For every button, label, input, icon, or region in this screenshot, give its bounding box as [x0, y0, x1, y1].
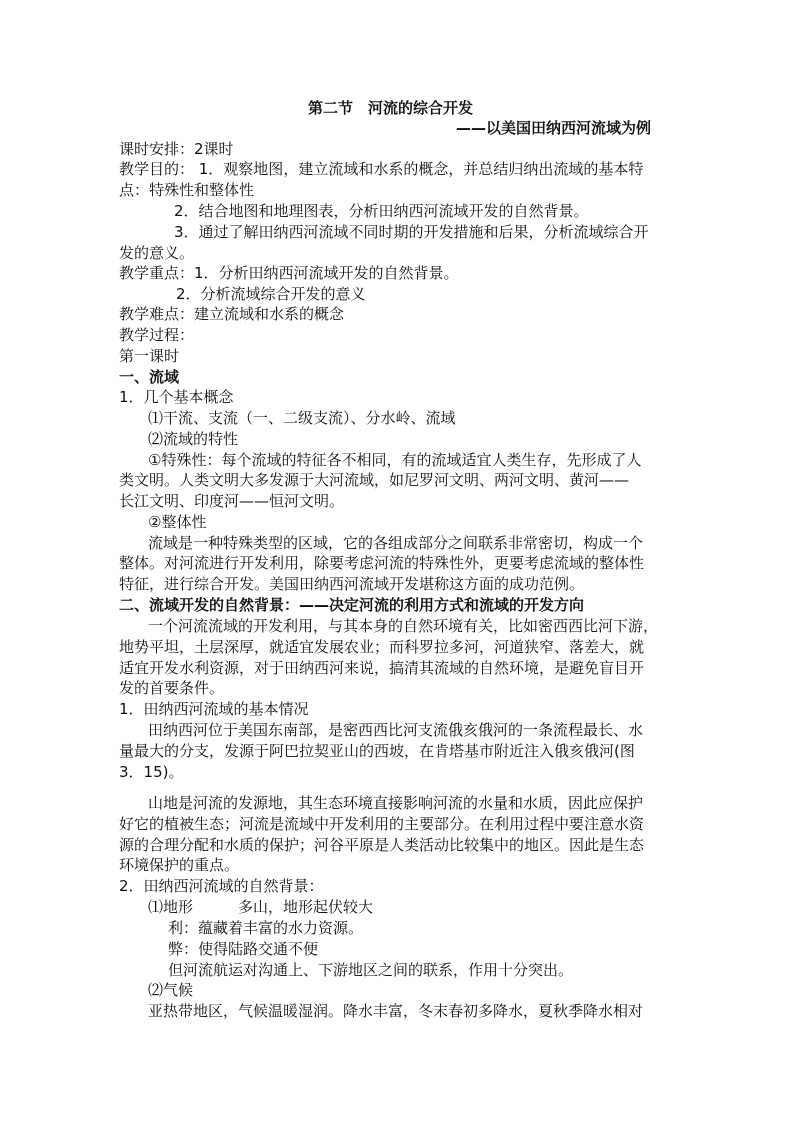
text-line: 地势平坦，土层深厚，就适宜发展农业；而科罗拉多河，河道狭窄、落差大，就	[119, 638, 645, 656]
text-line: 教学重点：1．分析田纳西河流域开发的自然背景。	[119, 264, 459, 282]
text-line: 利：蕴藏着丰富的水力资源。	[168, 919, 364, 937]
text-line: 类文明。人类文明大多发源于大河流域，如尼罗河文明、两河文明、黄河——	[119, 471, 630, 489]
text-line: 2．结合地图和地理图表，分析田纳西河流域开发的自然背景。	[174, 202, 589, 220]
text-line: 但河流航运对沟通上、下游地区之间的联系，作用十分突出。	[168, 961, 574, 979]
text-line: 课时安排：2课时	[119, 140, 234, 158]
text-line: 点：特殊性和整体性	[119, 181, 255, 199]
text-line: ⑵流域的特性	[148, 430, 239, 448]
text-line: 量最大的分支，发源于阿巴拉契亚山的西坡，在肯塔基市附近注入俄亥俄河(图	[119, 742, 635, 760]
text-line: ⑴干流、支流（一、二级支流）、分水岭、流域	[148, 409, 456, 427]
text-line: ①特殊性：每个流域的特征各不相同，有的流域适宜人类生存，先形成了人	[148, 451, 642, 469]
text-line: 3．15)。	[119, 763, 184, 781]
text-line: 3．通过了解田纳西河流域不同时期的开发措施和后果，分析流域综合开	[174, 223, 649, 241]
text-line: 田纳西河位于美国东南部，是密西西比河支流俄亥俄河的一条流程最长、水	[148, 721, 644, 739]
text-line: 适宜开发水利资源，对于田纳西河来说，搞清其流域的自然环境，是避免盲目开	[119, 659, 645, 677]
text-line: 1．几个基本概念	[119, 388, 234, 406]
text-line: 好它的植被生态；河流是流域中开发利用的主要部分。在利用过程中要注意水资	[119, 815, 645, 833]
text-line: 2．分析流域综合开发的意义	[176, 285, 366, 303]
text-line: 第一课时	[119, 347, 180, 365]
text-line: 流域是一种特殊类型的区域，它的各组成部分之间联系非常密切，构成一个	[148, 534, 644, 552]
text-line: ⑴地形 多山，地形起伏较大	[148, 898, 374, 916]
text-line: 教学目的： 1．观察地图，建立流域和水系的概念，并总结归纳出流域的基本特	[119, 160, 644, 178]
text-line: ②整体性	[148, 513, 207, 531]
text-line: 环境保护的重点。	[119, 856, 240, 874]
section-heading: 二、流域开发的自然背景：——决定河流的利用方式和流域的开发方向	[119, 596, 585, 614]
text-line: 源的合理分配和水质的保护；河谷平原是人类活动比较集中的地区。因此是生态	[119, 836, 645, 854]
text-line: 特征，进行综合开发。美国田纳西河流域开发堪称这方面的成功范例。	[119, 575, 585, 593]
text-line: 弊：使得陆路交通不便	[168, 940, 319, 958]
page-title: 第二节 河流的综合开发	[308, 99, 474, 117]
text-line: 发的首要条件。	[119, 679, 225, 697]
text-line: 一个河流流域的开发利用，与其本身的自然环境有关，比如密西西比河下游，	[148, 617, 659, 635]
text-line: 教学过程：	[119, 326, 195, 344]
text-line: 整体。对河流进行开发利用，除要考虑河流的特殊性外，更要考虑流域的整体性	[119, 554, 645, 572]
text-line: 教学难点：建立流域和水系的概念	[119, 305, 345, 323]
text-line: 山地是河流的发源地，其生态环境直接影响河流的水量和水质，因此应保护	[148, 794, 644, 812]
section-heading: 一、流域	[119, 368, 180, 386]
text-line: 亚热带地区，气候温暖湿润。降水丰富，冬末春初多降水，夏秋季降水相对	[148, 1002, 644, 1020]
text-line: 2．田纳西河流域的自然背景：	[119, 877, 324, 895]
text-line: ⑵气候	[148, 981, 194, 999]
text-line: 发的意义。	[119, 244, 195, 262]
text-line: 长江文明、印度河——恒河文明。	[119, 492, 345, 510]
text-line: 1．田纳西河流域的基本情况	[119, 700, 309, 718]
page-subtitle: ——以美国田纳西河流域为例	[456, 119, 652, 137]
